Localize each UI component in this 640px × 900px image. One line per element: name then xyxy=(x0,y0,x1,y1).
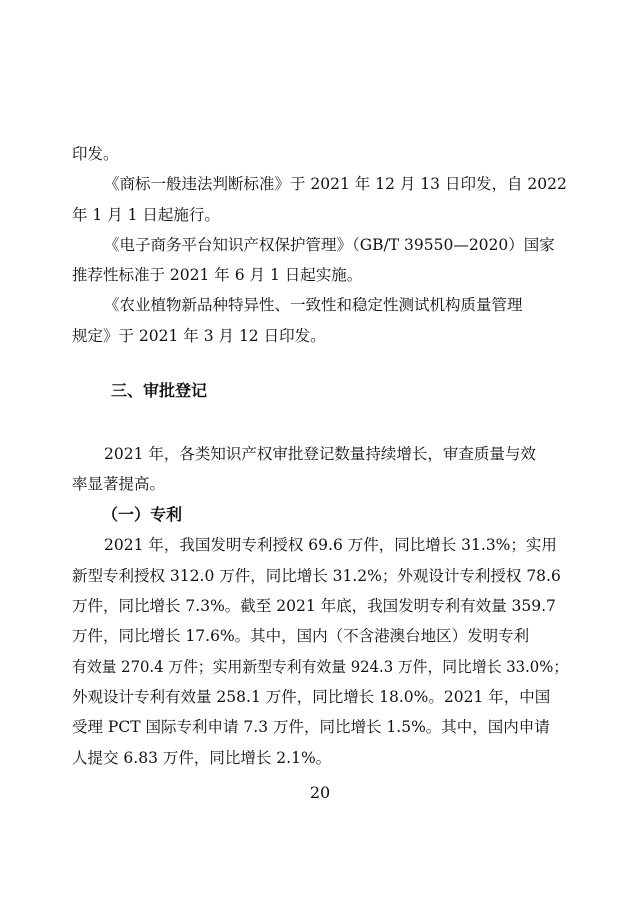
sub-heading: （一）专利 xyxy=(102,505,183,524)
regulation-1-line-1: 《商标一般违法判断标准》于 2021 年 12 月 13 日印发，自 2022 xyxy=(104,175,567,193)
regulation-2-line-2: 推荐性标准于 2021 年 6 月 1 日起实施。 xyxy=(72,266,363,284)
section-heading: 三、审批登记 xyxy=(111,381,208,400)
patent-line-7: 受理 PCT 国际专利申请 7.3 万件，同比增长 1.5%。其中，国内申请 xyxy=(72,718,550,736)
regulation-1-line-2: 年 1 月 1 日起施行。 xyxy=(72,206,220,224)
patent-line-5: 有效量 270.4 万件；实用新型专利有效量 924.3 万件，同比增长 33.0%； xyxy=(72,658,569,676)
patent-line-1: 2021 年，我国发明专利授权 69.6 万件，同比增长 31.3%；实用 xyxy=(104,536,557,554)
regulation-3-line-1: 《农业植物新品种特异性、一致性和稳定性测试机构质量管理 xyxy=(104,296,523,314)
regulation-2-line-1: 《电子商务平台知识产权保护管理》（GB/T 39550—2020）国家 xyxy=(104,236,555,254)
intro-line-2: 率显著提高。 xyxy=(72,475,166,493)
patent-line-2: 新型专利授权 312.0 万件，同比增长 31.2%；外观设计专利授权 78.6 xyxy=(72,567,561,585)
patent-line-4: 万件，同比增长 17.6%。其中，国内（不含港澳台地区）发明专利 xyxy=(72,627,530,645)
intro-line-1: 2021 年，各类知识产权审批登记数量持续增长，审查质量与效 xyxy=(104,445,536,463)
regulation-3-line-2: 规定》于 2021 年 3 月 12 日印发。 xyxy=(72,327,326,345)
patent-line-6: 外观设计专利有效量 258.1 万件，同比增长 18.0%。2021 年，中国 xyxy=(72,688,551,706)
page-number: 20 xyxy=(309,783,331,802)
patent-line-3: 万件，同比增长 7.3%。截至 2021 年底，我国发明专利有效量 359.7 xyxy=(72,597,556,615)
patent-line-8: 人提交 6.83 万件，同比增长 2.1%。 xyxy=(72,749,332,767)
paragraph-tail: 印发。 xyxy=(72,145,119,163)
